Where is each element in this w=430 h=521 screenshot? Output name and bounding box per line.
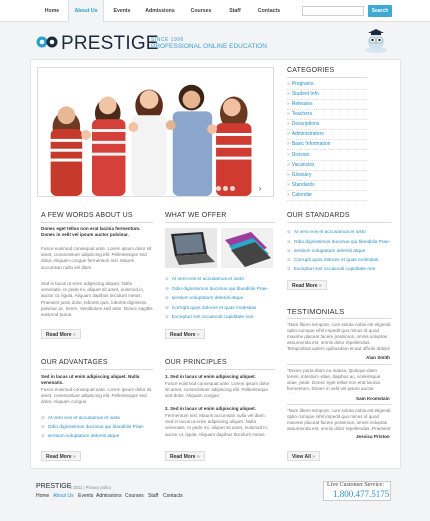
nav-contacts[interactable]: Contacts	[257, 8, 281, 14]
about-lead: Donec eget tellus non erat lacinia fermentum. Donec in velit vel ipsum auctor pulvinar.	[41, 226, 141, 238]
divider	[287, 404, 391, 405]
advantages-list-item[interactable]: ⊚ sentium voluptatum deleniti atque	[41, 431, 119, 440]
category-item[interactable]: » Descriptions	[287, 120, 367, 130]
standards-list-item[interactable]: ⊚ Excepturi sint occaecati cupiditate non	[287, 264, 375, 273]
principle-heading-2: 2. Sed in lacus ut enim adipiscing aliquet.	[165, 406, 256, 411]
advantages-title: OUR ADVANTAGES	[41, 359, 108, 366]
advantages-lead: Sed in lacus ut enim adipiscing aliquet. Nulla venenatis.	[41, 374, 140, 386]
nav-home[interactable]: Home	[44, 8, 60, 14]
logo-icon	[36, 36, 58, 48]
divider	[287, 222, 391, 223]
divider	[287, 77, 367, 78]
about-paragraph-2: Sed in lacus ut enim adipiscing aliquet. Nulla venenatis. In pede mi, aliquet sit amet, euismod in, auctor ut, ligula. Aliquam dapibus tincidunt metus. Praesent justo dolor, lobortis quis, lobortis dignissim, pulvinar ac, lorem. Vestibulum sed ante. Donec sagittis euismod purus.	[41, 281, 153, 318]
mascot-owl-icon	[362, 26, 390, 54]
standards-list-item[interactable]: ⊚ sentium voluptatum deleniti atque	[287, 246, 365, 255]
offer-list-item[interactable]: ⊚ At vero eos et accusamus et iusto	[165, 274, 244, 283]
slider-dot-1[interactable]	[216, 186, 221, 191]
nav-staff[interactable]: Staff	[229, 8, 241, 14]
category-item[interactable]: » Calendar	[287, 191, 367, 201]
nav-admissions[interactable]: Admissions	[145, 8, 175, 14]
category-item[interactable]: » Teachers	[287, 110, 367, 120]
divider	[165, 369, 275, 370]
testimonial-quote-1: "Nam libero tempore, cum soluta nobis est eligendi optio cumque nihil impedit quo minus id quod maxime placeat facere possimus, omnis voluptas assumenda est, omnis dolor repellendus. Temporibus autem quibusdam et aut officiis debitis	[287, 322, 391, 351]
offer-list-item[interactable]: ⊚ Odio dignissimos ducimus qui blanditiis Prae-	[165, 284, 268, 293]
offer-title: WHAT WE OFFER	[165, 212, 227, 219]
category-item[interactable]: » Standards	[287, 181, 367, 191]
brand-tagline: PROFESSIONAL ONLINE EDUCATION	[151, 43, 267, 50]
advantages-list-item[interactable]: ⊚ At vero eos et accusamus et iusto	[41, 413, 120, 422]
standards-read-more-button[interactable]: Read More »	[287, 280, 327, 290]
brand-name[interactable]: PRESTIGE	[61, 33, 159, 54]
principle-text-2: Fermentum nisl. Mauris accumsan nulla vel diam. Sed in lacus ut enim adipiscing aliquet. Nulla venenatis. In pede mi, aliquet sit amet, euismod in, auctor ut, ligula. Aliquam dapibus tincidunt metus.	[165, 413, 269, 437]
offer-list-item[interactable]: ⊚ Excepturi sint occaecati cupiditate non	[165, 312, 253, 321]
slider-dot-2[interactable]	[223, 186, 228, 191]
divider	[287, 364, 391, 365]
hero-photo-slider[interactable]	[37, 67, 274, 197]
divider	[41, 222, 153, 223]
standards-list-item[interactable]: ⊚ Corrupti quos dolores et quas molestias	[287, 255, 378, 264]
about-title: A FEW WORDS ABOUT US	[41, 212, 133, 219]
principles-title: OUR PRINCIPLES	[165, 359, 227, 366]
standards-list-item[interactable]: ⊚ At vero eos et accusamus et iusto	[287, 227, 366, 236]
testimonial-quote-3: "Nam libero tempore, cum soluta nobis est eligendi optio cumque nihil impedit quo minus id quod maxime placeat facere possimus, omnis voluptas assumenda est, omnis dolor repellendus. Praesent	[287, 408, 391, 431]
footer-link-admissions[interactable]: Admissions	[96, 493, 122, 499]
footer-link-courses[interactable]: Courses	[125, 493, 144, 499]
category-item[interactable]: » Glossary	[287, 171, 367, 181]
about-read-more-button[interactable]: Read More »	[41, 329, 81, 339]
divider	[287, 318, 391, 319]
principles-read-more-button[interactable]: Read More »	[165, 451, 205, 461]
offer-list-item[interactable]: ⊚ Corrupti quos dolores et quas molestias	[165, 303, 256, 312]
category-item[interactable]: » Programs	[287, 80, 367, 90]
customer-service-label: Live Customer Service:	[327, 482, 384, 488]
brand-since: SINCE 1996	[151, 37, 184, 43]
advantages-paragraph: Fusce euismod consequat ante. Lorem ipsum dolor sit amet, consectetuer adipiscing elit. Pellentesque sed dolor. Aliquam congue.	[41, 387, 152, 405]
category-item[interactable]: » Basic Information	[287, 140, 367, 150]
laptop-image	[165, 228, 217, 268]
category-item[interactable]: » Releases	[287, 100, 367, 110]
testimonials-view-all-button[interactable]: View All »	[287, 451, 320, 461]
offer-read-more-button[interactable]: Read More »	[165, 329, 205, 339]
footer-link-events[interactable]: Events	[78, 493, 94, 499]
testimonial-quote-2: "Donec porta diam eu massa. Quisque diam lorem, interdum vitae, dapibus ac, scelerisque vitae, pede. Donec eget tellus non erat lacinia fermentum. Donec in velit vel ipsum auctor	[287, 368, 381, 391]
footer-link-staff[interactable]: Staff	[148, 493, 159, 499]
about-paragraph-1: Fusce euismod consequat ante. Lorem ipsum dolor sit amet, consectetuer adipiscing elit. Pellentesque sed dolor. Aliquam congue fermentum nisl. Mauris accumsan nulla vel diam.	[41, 246, 152, 270]
offer-list-item[interactable]: ⊚ sentium voluptatum deleniti atque	[165, 293, 243, 302]
search-button[interactable]: Search	[368, 5, 392, 17]
category-item[interactable]: » Vacancies	[287, 161, 367, 171]
testimonial-author-2: Sam Kromstain	[356, 396, 390, 401]
top-navigation-bar	[0, 0, 430, 22]
standards-title: OUR STANDARDS	[287, 212, 350, 219]
slider-next-arrow-icon[interactable]: ›	[254, 183, 266, 195]
principle-text-1: Fusce euismod consequat ante. Lorem ipsum dolor sit amet, consectetuer adipiscing elit. Pellentesque sed dolor. Aliquam congue.	[165, 381, 270, 399]
advantages-read-more-button[interactable]: Read More »	[41, 451, 81, 461]
footer-link-about-us[interactable]: About Us	[53, 493, 74, 499]
footer-link-contacts[interactable]: Contacts	[163, 493, 183, 499]
divider	[41, 369, 153, 370]
category-item[interactable]: » Student Info	[287, 90, 367, 100]
categories-title: CATEGORIES	[287, 67, 335, 74]
footer-copyright[interactable]: © 2011 | Privacy policy	[69, 485, 112, 490]
footer-link-home[interactable]: Home	[36, 493, 50, 499]
nav-events[interactable]: Events	[113, 8, 131, 14]
advantages-list-item[interactable]: ⊚ Odio dignissimos ducimus qui blanditiis Prae-	[41, 422, 144, 431]
footer-brand: PRESTIGE	[36, 483, 72, 490]
search-input[interactable]	[302, 6, 364, 16]
testimonials-title: TESTIMONIALS	[287, 307, 345, 316]
principle-heading-1: 1. Sed in lacus ut enim adipiscing aliquet.	[165, 374, 256, 379]
customer-service-phone[interactable]: 1.800.477.5175	[333, 489, 390, 499]
slider-dot-3[interactable]	[230, 186, 235, 191]
testimonial-author-3: Jessica Priston	[356, 434, 390, 439]
testimonial-author-1: Alan Smith	[366, 355, 390, 360]
standards-list-item[interactable]: ⊚ Odio dignissimos ducimus qui blanditiis Prae-	[287, 237, 390, 246]
category-item[interactable]: » Division	[287, 151, 367, 161]
divider	[165, 222, 275, 223]
books-image	[221, 228, 273, 268]
category-item[interactable]: » Administrators	[287, 130, 367, 140]
nav-about-us[interactable]: About Us	[68, 0, 104, 22]
nav-courses[interactable]: Courses	[190, 8, 212, 14]
